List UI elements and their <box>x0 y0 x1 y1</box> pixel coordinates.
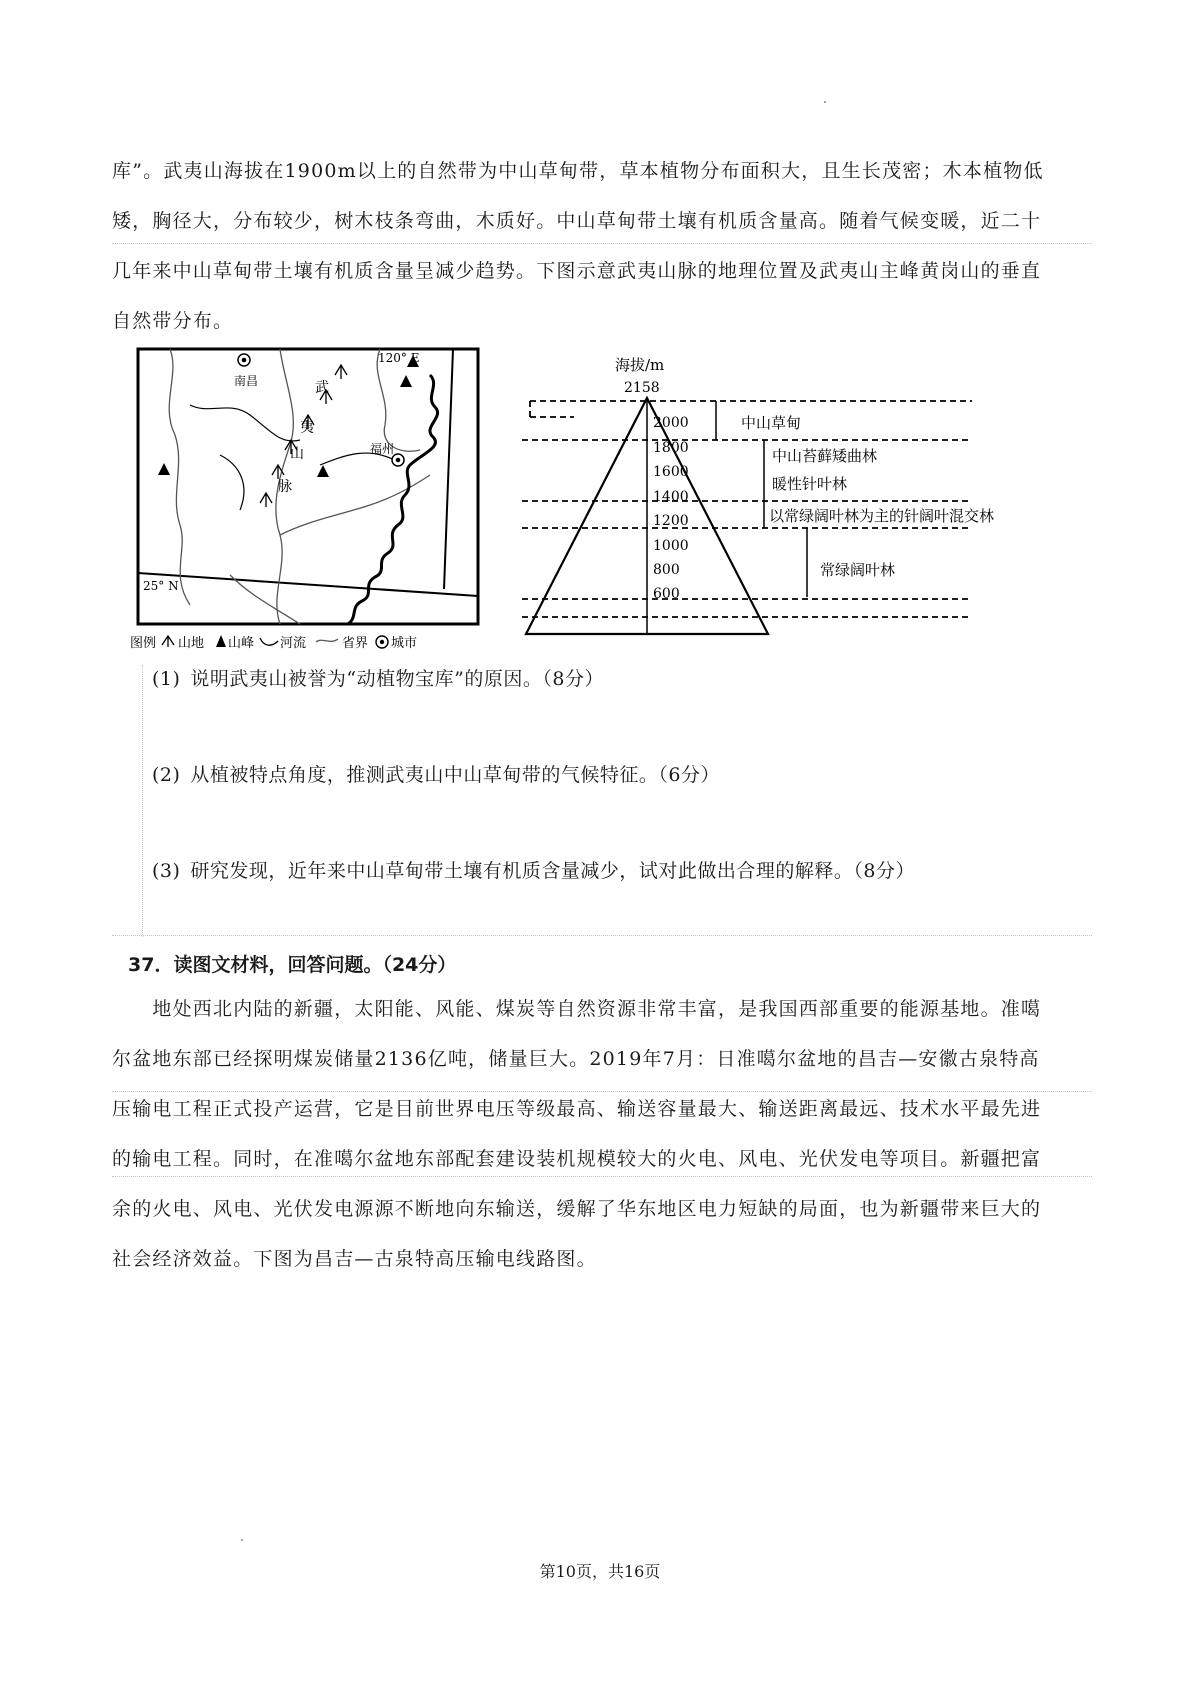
peak-icon <box>317 465 329 477</box>
dotted-rule <box>112 1176 1092 1177</box>
paragraph-line: 尔盆地东部已经探明煤炭储量2136亿吨，储量巨大。2019年7月：日准噶尔盆地的昌吉—安徽古泉特高 <box>112 1048 1040 1070</box>
legend-city-label: 城市 <box>391 636 418 651</box>
axis-title: 海拔/m <box>615 356 665 374</box>
legend-peak-icon <box>216 635 226 647</box>
city-icon <box>396 458 401 463</box>
range-char: 脉 <box>278 479 292 495</box>
river <box>190 405 300 441</box>
longitude-label: 120° E <box>378 351 420 365</box>
tick-label: 1800 <box>653 440 689 456</box>
legend-boundary-label: 省界 <box>342 636 369 651</box>
dotted-rule <box>112 1091 1092 1092</box>
paragraph-line: 的输电工程。同时，在准噶尔盆地东部配套建设装机规模较大的火电、风电、光伏发电等项目。新疆把富 <box>112 1148 1042 1170</box>
map-frame <box>138 349 478 624</box>
tick-label: 600 <box>653 586 680 602</box>
city-label-nanchang: 南昌 <box>234 374 259 388</box>
legend-river-label: 河流 <box>280 636 307 651</box>
parallel-line <box>138 573 478 596</box>
paragraph-line: 压输电工程正式投产运营，它是目前世界电压等级最高、输送容量最大、输送距离最远、技术水平最先进 <box>112 1098 1042 1120</box>
range-char: 山 <box>290 446 304 462</box>
question-1 <box>152 664 604 691</box>
tick-label: 1000 <box>653 538 689 554</box>
province-boundary <box>169 349 190 605</box>
zone-label-evergreen-broadleaf: 常绿阔叶林 <box>820 561 896 579</box>
legend-peak-label: 山峰 <box>228 636 255 651</box>
answer-margin-line <box>142 665 143 937</box>
range-char: 夷 <box>300 420 314 436</box>
intro-line: 自然带分布。 <box>112 310 234 332</box>
question-2 <box>152 760 720 787</box>
intro-paragraph <box>112 146 1092 346</box>
paragraph-line: 社会经济效益。下图为昌吉—古泉特高压输电线路图。 <box>112 1248 597 1270</box>
peak-icon <box>400 375 412 387</box>
tick-label: 800 <box>653 562 680 578</box>
mountain-symbol <box>272 465 284 479</box>
wuyi-location-map <box>130 345 490 653</box>
zone-label-meadow: 中山草甸 <box>741 414 802 432</box>
page-number-footer: 第10页，共16页 <box>539 1562 661 1581</box>
question-37-paragraph <box>112 984 1092 1284</box>
vertical-zone-profile <box>520 352 1100 642</box>
dotted-rule <box>112 935 1092 936</box>
meridian-line <box>444 349 453 589</box>
tick-label: 1400 <box>653 489 689 505</box>
dotted-rule <box>112 243 1092 244</box>
peak-icon <box>158 463 170 475</box>
coastline <box>348 375 438 624</box>
legend-title: 图例 <box>130 636 157 651</box>
question-text: 说明武夷山被誉为“动植物宝库”的原因。（8分） <box>190 668 604 690</box>
intro-line: 矮，胸径大，分布较少，树木枝条弯曲，木质好。中山草甸带土壤有机质含量高。随着气候变暖，近二十 <box>112 210 1042 232</box>
range-char: 武 <box>315 380 329 396</box>
zone-label-warm-conifer: 暖性针叶林 <box>772 475 848 493</box>
question-3 <box>152 856 915 883</box>
river <box>220 455 244 510</box>
legend-boundary-icon <box>316 639 338 642</box>
mountain-symbol <box>335 365 347 379</box>
question-number: (3) <box>152 860 181 882</box>
legend-city-icon <box>380 640 384 644</box>
paragraph-line: 余的火电、风电、光伏发电源源不断地向东输送，缓解了华东地区电力短缺的局面，也为新疆带来巨大的 <box>112 1198 1042 1220</box>
city-icon <box>242 358 247 363</box>
mountain-symbol <box>260 493 272 507</box>
scan-speck <box>241 1539 243 1541</box>
question-number: (1) <box>152 668 181 690</box>
scan-speck <box>824 101 826 103</box>
paragraph-line: 地处西北内陆的新疆，太阳能、风能、煤炭等自然资源非常丰富，是我国西部重要的能源基地。准噶 <box>112 998 1042 1020</box>
zone-label-mixed-forest: 以常绿阔叶林为主的针阔叶混交林 <box>769 507 995 525</box>
zone-label-moss-krummholz: 中山苔藓矮曲林 <box>772 447 878 465</box>
intro-line: 库”。武夷山海拔在1900m以上的自然带为中山草甸带，草本植物分布面积大，且生长茂密；木本植物低 <box>112 160 1044 182</box>
legend-mountain-icon <box>162 636 174 647</box>
latitude-label: 25° N <box>143 579 179 593</box>
legend-mountain-label: 山地 <box>178 636 205 651</box>
city-label-fuzhou: 福州 <box>370 442 395 456</box>
question-37-heading: 37．读图文材料，回答问题。（24分） <box>128 954 457 976</box>
tick-label: 1200 <box>653 513 689 529</box>
tick-label: 1600 <box>653 464 689 480</box>
question-text: 从植被特点角度，推测武夷山中山草甸带的气候特征。（6分） <box>190 764 721 786</box>
intro-line: 几年来中山草甸带土壤有机质含量呈减少趋势。下图示意武夷山脉的地理位置及武夷山主峰黄岗山的垂直 <box>112 260 1042 282</box>
summit-label: 2158 <box>624 380 660 396</box>
question-text: 研究发现，近年来中山草甸带土壤有机质含量减少，试对此做出合理的解释。（8分） <box>190 860 916 882</box>
legend-river-icon <box>260 638 278 645</box>
tick-label: 2000 <box>653 415 689 431</box>
question-number: (2) <box>152 764 181 786</box>
